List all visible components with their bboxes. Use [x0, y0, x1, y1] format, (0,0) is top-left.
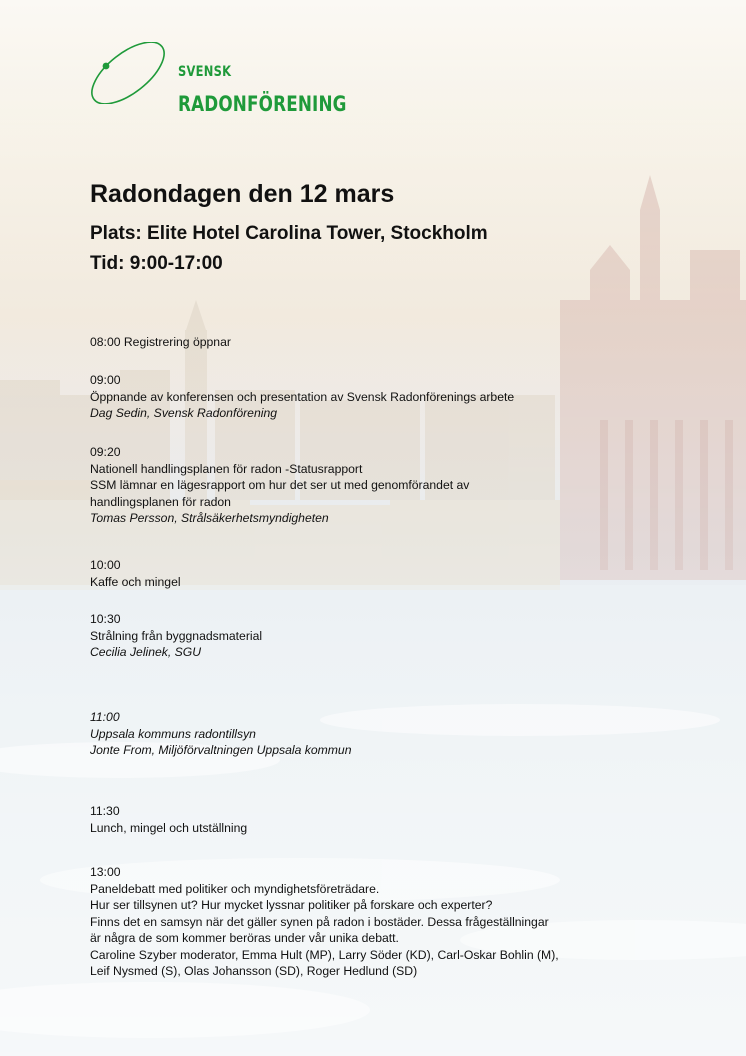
item-description: SSM lämnar en lägesrapport om hur det ser ut med genomförandet av	[90, 478, 470, 492]
item-time: 10:00	[90, 558, 121, 572]
item-title: Paneldebatt med politiker och myndighetsföreträdare.	[90, 881, 380, 896]
item-time: 08:00 Registrering öppnar	[90, 335, 231, 349]
logo-text-top: SVENSK	[178, 64, 232, 80]
program-item-coffee	[90, 557, 181, 590]
logo	[86, 42, 356, 116]
item-speaker: Jonte From, Miljöförvaltningen Uppsala kommun	[90, 743, 352, 757]
logo-ring-icon	[86, 42, 176, 104]
item-time: 11:30	[90, 804, 120, 818]
program-item-uppsala	[90, 709, 351, 759]
item-title: Uppsala kommuns radontillsyn	[90, 726, 256, 741]
item-description: handlingsplanen för radon	[90, 494, 231, 509]
program-item-registration	[90, 334, 231, 351]
item-title: Strålning från byggnadsmaterial	[90, 628, 263, 643]
item-speaker: Tomas Persson, Strålsäkerhetsmyndigheten	[90, 511, 329, 525]
item-panelists: Caroline Szyber moderator, Emma Hult (MP), Larry Söder (KD), Carl-Oskar Bohlin (M),	[90, 947, 559, 962]
program-item-opening	[90, 372, 514, 422]
item-title: Kaffe och mingel	[90, 574, 181, 589]
item-speaker: Cecilia Jelinek, SGU	[90, 645, 202, 659]
item-title: Öppnande av konferensen och presentation av Svensk Radonförenings arbete	[90, 389, 515, 404]
program-item-lunch	[90, 803, 247, 836]
item-title: Nationell handlingsplanen för radon -Statusrapport	[90, 461, 363, 476]
event-time: Tid: 9:00-17:00	[90, 253, 223, 274]
item-title: Lunch, mingel och utställning	[90, 820, 248, 835]
item-description: är några de som kommer beröras under vår unika debatt.	[90, 931, 399, 945]
logo-text-bottom: RADONFÖRENING	[178, 92, 347, 116]
event-place: Plats: Elite Hotel Carolina Tower, Stockholm	[90, 223, 488, 244]
page-title: Radondagen den 12 mars	[90, 180, 395, 208]
item-description: Finns det en samsyn när det gäller synen på radon i bostäder. Dessa frågeställningar	[90, 914, 549, 929]
item-panelists: Leif Nysmed (S), Olas Johansson (SD), Roger Hedlund (SD)	[90, 964, 418, 978]
program-item-panel	[90, 864, 559, 980]
program-item-status-report	[90, 444, 469, 527]
item-time: 11:00	[90, 710, 120, 724]
item-time: 13:00	[90, 865, 121, 879]
program-item-building-materials	[90, 611, 262, 661]
item-time: 09:00	[90, 373, 121, 387]
item-speaker: Dag Sedin, Svensk Radonförening	[90, 406, 277, 420]
item-time: 10:30	[90, 612, 121, 626]
item-time: 09:20	[90, 445, 121, 459]
item-description: Hur ser tillsynen ut? Hur mycket lyssnar politiker på forskare och experter?	[90, 898, 493, 912]
